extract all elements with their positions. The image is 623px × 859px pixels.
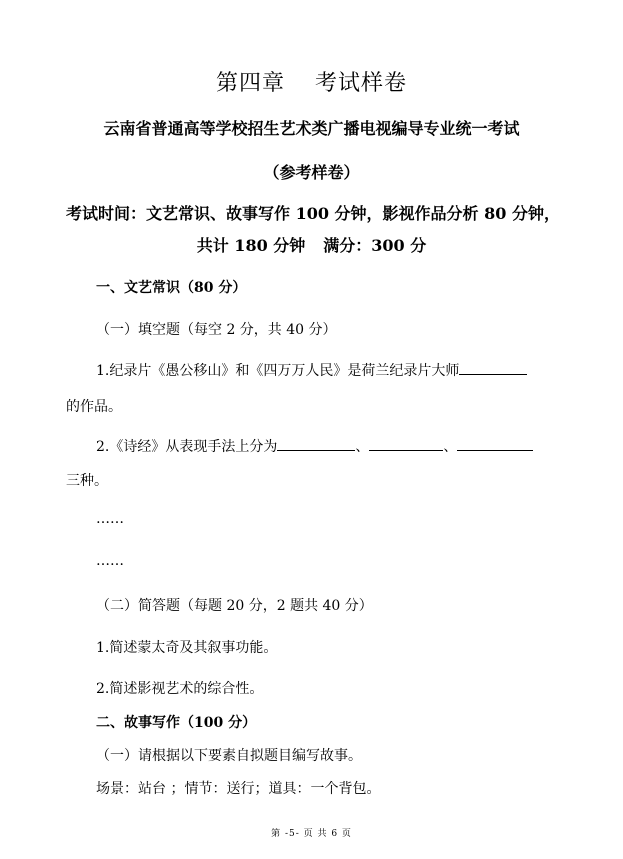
part-heading: （一）填空题（每空 2 分，共 40 分） <box>96 322 337 338</box>
chapter-title: 考试样卷 <box>315 71 408 96</box>
chapter-heading <box>0 66 623 97</box>
part-heading: （一）请根据以下要素自拟题目编写故事。 <box>96 748 362 764</box>
exam-title: 云南省普通高等学校招生艺术类广播电视编导专业统一考试 <box>103 119 520 138</box>
question-2-text: 2.《诗经》从表现手法上分为 <box>96 439 278 455</box>
full-score: 满分：300 分 <box>323 236 427 255</box>
question-text: 2.简述影视艺术的综合性。 <box>96 681 264 697</box>
page-number: 第 -5- 页 共 6 页 <box>271 829 352 839</box>
separator: 、 <box>355 439 370 455</box>
ellipsis: …… <box>96 511 124 527</box>
question-text <box>96 360 527 380</box>
story-elements: 场景：站台 ；情节：送行；道具：一个背包。 <box>96 781 381 797</box>
answer-blank <box>457 436 533 451</box>
separator: 、 <box>443 439 458 455</box>
question-text: 1.简述蒙太奇及其叙事功能。 <box>96 640 278 656</box>
exam-time-line: 考试时间：文艺常识、故事写作 100 分钟，影视作品分析 80 分钟， <box>66 204 560 223</box>
total-time: 共计 180 分钟 <box>196 236 306 255</box>
section-heading: 二、故事写作（100 分） <box>96 715 257 731</box>
answer-blank <box>369 436 443 451</box>
question-text <box>96 436 533 456</box>
question-continuation: 的作品。 <box>66 399 122 415</box>
part-heading: （二）简答题（每题 20 分，2 题共 40 分） <box>96 598 373 614</box>
exam-total-line <box>0 233 623 256</box>
answer-blank <box>459 360 527 375</box>
chapter-number: 第四章 <box>215 71 285 96</box>
question-1-text: 1.纪录片《愚公移山》和《四万万人民》是荷兰纪录片大师 <box>96 363 460 379</box>
section-heading: 一、文艺常识（80 分） <box>96 280 247 296</box>
sample-label: （参考样卷） <box>263 163 360 182</box>
ellipsis: …… <box>96 553 124 569</box>
answer-blank <box>277 436 355 451</box>
question-continuation: 三种。 <box>66 473 108 489</box>
